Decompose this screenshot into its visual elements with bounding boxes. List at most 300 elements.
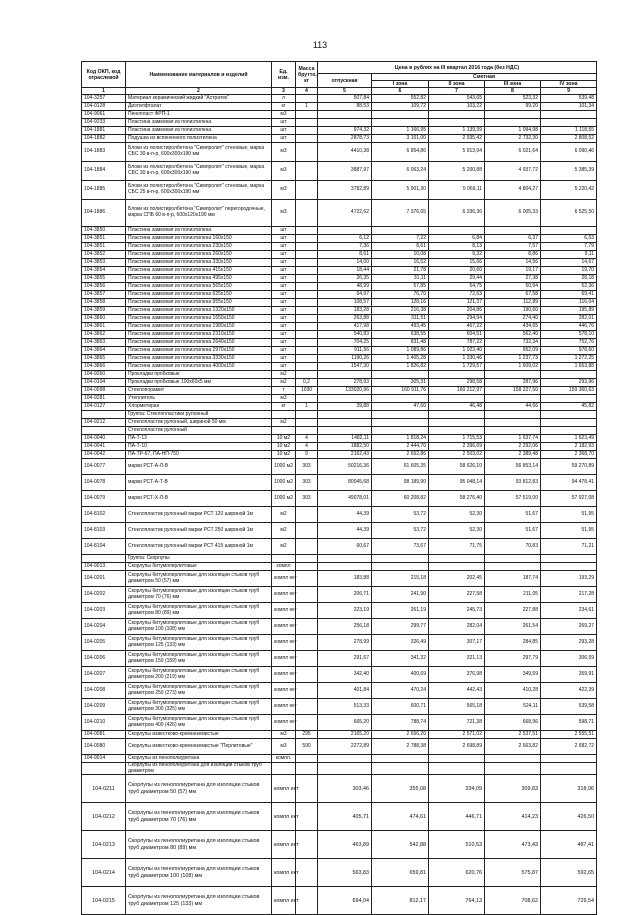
price-zone-2: 6 336,36 <box>429 200 485 227</box>
price-zone-3: 227,88 <box>485 603 541 619</box>
price-zone-1 <box>372 395 429 403</box>
price-zone-3: 158 227,50 <box>485 387 541 395</box>
table-row <box>82 331 597 339</box>
price-release: 463,89 <box>318 831 372 859</box>
price-release: 263,88 <box>318 315 372 323</box>
item-name: Скорлупы из пенополиуретана для изоляции стыков труб диаметром 100 (108) мм <box>126 859 272 887</box>
table-row <box>82 111 597 119</box>
item-code: 104-0104 <box>82 379 126 387</box>
price-zone-1: 299,77 <box>372 619 429 635</box>
price-zone-1: 542,88 <box>372 831 429 859</box>
price-zone-4: 426,50 <box>541 803 597 831</box>
item-code: 104-3851 <box>82 243 126 251</box>
price-release: 256,18 <box>318 619 372 635</box>
price-zone-1: 215,18 <box>372 571 429 587</box>
table-row <box>82 119 597 127</box>
table-row <box>82 95 597 103</box>
price-zone-4 <box>541 419 597 427</box>
item-code: 104-0214 <box>82 859 126 887</box>
price-release: 278,99 <box>318 635 372 651</box>
item-name: Утеплитель <box>126 395 272 403</box>
price-zone-4: 59 270,89 <box>541 459 597 475</box>
price-zone-3: 1 637,74 <box>485 435 541 443</box>
item-code: 104-0127 <box>82 403 126 411</box>
price-zone-2: 5 200,88 <box>429 162 485 181</box>
price-zone-3: 2 292,06 <box>485 443 541 451</box>
price-zone-3: 7,57 <box>485 243 541 251</box>
item-unit: м3 <box>272 181 296 200</box>
item-code: 104-1886 <box>82 200 126 227</box>
item-code: 104-3851 <box>82 235 126 243</box>
price-release: 2162,43 <box>318 451 372 459</box>
item-mass <box>296 571 318 587</box>
item-code: 104-3861 <box>82 323 126 331</box>
price-release: 911,56 <box>318 347 372 355</box>
item-name: Пластина замковая из полиэтилена 495х150 <box>126 275 272 283</box>
price-zone-2 <box>429 111 485 119</box>
item-unit: компл ект <box>272 619 296 635</box>
price-zone-3: 70,83 <box>485 539 541 555</box>
item-unit: компл ект <box>272 775 296 803</box>
price-zone-2: 1 139,39 <box>429 127 485 135</box>
item-name: Пластина замковая из полиэтилена 2640х150 <box>126 339 272 347</box>
price-zone-2: 2 935,42 <box>429 135 485 143</box>
price-zone-4: 6 090,46 <box>541 143 597 162</box>
table-row <box>82 443 597 451</box>
price-release <box>318 563 372 571</box>
price-zone-3: 732,34 <box>485 339 541 347</box>
item-unit: компл. <box>272 755 296 763</box>
table-row <box>82 619 597 635</box>
item-mass <box>296 427 318 435</box>
price-table <box>81 61 597 915</box>
item-name: Пластина замковая из полиэтилена 955х150 <box>126 299 272 307</box>
item-code: 104-9281 <box>82 395 126 403</box>
item-unit: м2 <box>272 507 296 523</box>
table-row <box>82 395 597 403</box>
price-zone-4: 2 682,72 <box>541 739 597 755</box>
price-zone-2: 620,76 <box>429 859 485 887</box>
item-name: Пластина замковая из полиэтилена <box>126 127 272 135</box>
table-row <box>82 275 597 283</box>
item-name: Стеклопластик рулонный марки РСТ 250 шириной 1м <box>126 523 272 539</box>
price-zone-4 <box>541 119 597 127</box>
item-name: Пластина замковая из полиэтилена 330х150 <box>126 259 272 267</box>
price-zone-4: 57 927,08 <box>541 491 597 507</box>
header-zone-4: IV зона <box>541 81 597 88</box>
price-zone-3 <box>485 555 541 563</box>
price-zone-2: 52,30 <box>429 523 485 539</box>
price-zone-4: 217,28 <box>541 587 597 603</box>
item-mass <box>296 635 318 651</box>
price-zone-3: 67,58 <box>485 291 541 299</box>
price-zone-4: 234,61 <box>541 603 597 619</box>
table-row <box>82 887 597 915</box>
price-zone-2 <box>429 427 485 435</box>
item-unit: 1000 м2 <box>272 475 296 491</box>
table-body <box>82 95 597 915</box>
price-release: 974,32 <box>318 127 372 135</box>
price-zone-2: 2 698,89 <box>429 739 485 755</box>
price-release: 1190,26 <box>318 355 372 363</box>
item-name: Скорлупы битумоперлитовые для изоляции стыков труб диаметром 150 (159) мм <box>126 651 272 667</box>
price-zone-1: 659,81 <box>372 859 429 887</box>
item-unit: м3 <box>272 731 296 739</box>
price-release <box>318 763 372 775</box>
price-zone-1: 552,82 <box>372 95 429 103</box>
item-unit: 10 м2 <box>272 435 296 443</box>
item-code: 104-1885 <box>82 181 126 200</box>
item-name: марки РСТ-А-Т-В <box>126 475 272 491</box>
price-zone-2: 245,73 <box>429 603 485 619</box>
item-unit: шт <box>272 275 296 283</box>
price-zone-1: 355,08 <box>372 775 429 803</box>
item-code: 104-0211 <box>82 775 126 803</box>
item-name: Скорлупы из пенополиуретана для изоляции стыков труб диаметром 70 (76) мм <box>126 803 272 831</box>
item-unit: шт <box>272 135 296 143</box>
price-zone-4 <box>541 427 597 435</box>
item-mass <box>296 181 318 200</box>
price-zone-1 <box>372 227 429 235</box>
item-mass <box>296 699 318 715</box>
item-unit <box>272 427 296 435</box>
item-mass: 590 <box>296 739 318 755</box>
item-code: 104-3862 <box>82 331 126 339</box>
item-name: Скорлупы битумоперлитовые <box>126 563 272 571</box>
item-unit: компл ект <box>272 887 296 915</box>
price-zone-3 <box>485 763 541 775</box>
price-zone-2 <box>429 419 485 427</box>
item-name: Прокладки пробковые 100х60х5 мм <box>126 379 272 387</box>
item-code: 104-3866 <box>82 363 126 371</box>
table-row <box>82 235 597 243</box>
item-mass <box>296 683 318 699</box>
item-code: 104-3853 <box>82 259 126 267</box>
item-name: Пластина замковая из полиэтилена 3330х150 <box>126 355 272 363</box>
price-zone-4: 5 385,39 <box>541 162 597 181</box>
table-row <box>82 347 597 355</box>
price-zone-1: 6 063,24 <box>372 162 429 181</box>
price-zone-1: 1 405,28 <box>372 355 429 363</box>
price-release: 108,57 <box>318 299 372 307</box>
price-zone-3 <box>485 411 541 419</box>
item-unit: шт <box>272 363 296 371</box>
item-code: 104-0202 <box>82 587 126 603</box>
price-zone-1: 1 089,86 <box>372 347 429 355</box>
item-unit: шт <box>272 235 296 243</box>
item-name: Диэтилфталат <box>126 103 272 111</box>
item-mass: 303 <box>296 459 318 475</box>
price-release: 401,84 <box>318 683 372 699</box>
item-mass: 295 <box>296 731 318 739</box>
item-code: 104-0201 <box>82 571 126 587</box>
item-code: 104-3865 <box>82 355 126 363</box>
price-zone-4: 282,01 <box>541 315 597 323</box>
item-code: 104-0210 <box>82 715 126 731</box>
item-name: ПА-Т-13 <box>126 435 272 443</box>
price-zone-2: 160 212,97 <box>429 387 485 395</box>
table-row <box>82 181 597 200</box>
price-zone-3: 57 519,00 <box>485 491 541 507</box>
item-name: Скорлупы битумоперлитовые для изоляции стыков труб диаметром 300 (325) мм <box>126 699 272 715</box>
price-zone-4: 52,36 <box>541 283 597 291</box>
table-row <box>82 803 597 831</box>
item-mass <box>296 267 318 275</box>
price-zone-2: 446,71 <box>429 803 485 831</box>
price-zone-2: 282,04 <box>429 619 485 635</box>
item-name: Пластина замковая из полиэтилена 2310х150 <box>126 331 272 339</box>
price-zone-3: 1 094,98 <box>485 127 541 135</box>
price-zone-4: 14,67 <box>541 259 597 267</box>
price-zone-1: 160 911,76 <box>372 387 429 395</box>
item-unit: 10 м2 <box>272 443 296 451</box>
item-code: 104-0215 <box>82 887 126 915</box>
price-zone-3: 668,96 <box>485 715 541 731</box>
price-zone-2: 510,53 <box>429 831 485 859</box>
item-code: 104-9014 <box>82 755 126 763</box>
item-unit: м2 <box>272 419 296 427</box>
price-zone-2: 376,98 <box>429 667 485 683</box>
table-row <box>82 307 597 315</box>
item-name: марки РСТ-А-Л-В <box>126 459 272 475</box>
price-zone-1 <box>372 755 429 763</box>
item-unit: шт <box>272 307 296 315</box>
item-unit: шт <box>272 251 296 259</box>
item-code: 104-1882 <box>82 135 126 143</box>
price-zone-2: 298,58 <box>429 379 485 387</box>
item-name: Хлорметиран <box>126 403 272 411</box>
price-release: 1482,11 <box>318 435 372 443</box>
price-zone-3 <box>485 563 541 571</box>
item-mass <box>296 307 318 315</box>
item-code <box>82 555 126 563</box>
price-zone-1: 326,49 <box>372 635 429 651</box>
price-zone-3: 4 937,72 <box>485 162 541 181</box>
table-row <box>82 435 597 443</box>
item-name: Скорлупы битумоперлитовые для изоляции стыков труб диаметром 50 (57) мм <box>126 571 272 587</box>
price-release: 1882,50 <box>318 443 372 451</box>
price-zone-4: 2 182,93 <box>541 443 597 451</box>
item-mass <box>296 347 318 355</box>
price-zone-2: 29,44 <box>429 275 485 283</box>
item-code: 104-0212 <box>82 803 126 831</box>
price-zone-3: 112,89 <box>485 299 541 307</box>
item-unit: м3 <box>272 111 296 119</box>
price-zone-1: 76,70 <box>372 291 429 299</box>
price-release: 6,12 <box>318 235 372 243</box>
price-release: 14,00 <box>318 259 372 267</box>
column-numbers-row <box>82 88 597 95</box>
item-mass <box>296 715 318 731</box>
column-number: 9 <box>541 88 597 95</box>
price-zone-1: 216,38 <box>372 307 429 315</box>
header-code: Код ОКП, код отраслевой <box>82 62 126 88</box>
item-name: Стеклопластик рулонный, шириной 50 мм <box>126 419 272 427</box>
item-code: 104-3856 <box>82 283 126 291</box>
price-zone-3: 2 732,30 <box>485 135 541 143</box>
price-zone-3: 575,87 <box>485 859 541 887</box>
item-name: Блоки из полистиролбетона "Симпролит" стеновые, марка СБС 30 в-п-р, 600х300х190 мм <box>126 162 272 181</box>
item-mass <box>296 227 318 235</box>
item-code: 104-3860 <box>82 315 126 323</box>
item-code <box>82 427 126 435</box>
item-code: 104-1884 <box>82 162 126 181</box>
price-zone-2: 52,30 <box>429 507 485 523</box>
item-mass <box>296 555 318 563</box>
price-zone-1: 53,72 <box>372 507 429 523</box>
item-unit: шт <box>272 323 296 331</box>
item-unit: м3 <box>272 143 296 162</box>
price-zone-3: 1 237,73 <box>485 355 541 363</box>
price-zone-3: 14,56 <box>485 259 541 267</box>
price-zone-2 <box>429 119 485 127</box>
item-unit: м2 <box>272 371 296 379</box>
price-zone-3: 952,09 <box>485 347 541 355</box>
item-code: 104-1881 <box>82 127 126 135</box>
table-row <box>82 200 597 227</box>
item-code: 104-3257 <box>82 95 126 103</box>
price-zone-1: 61 605,35 <box>372 459 429 475</box>
price-release <box>318 119 372 127</box>
price-zone-1 <box>372 763 429 775</box>
price-zone-2: 307,17 <box>429 635 485 651</box>
price-zone-4: 116,04 <box>541 299 597 307</box>
item-name: Пластина замковая из полиэтилена <box>126 119 272 127</box>
item-unit: м2 <box>272 539 296 555</box>
price-zone-3: 414,23 <box>485 803 541 831</box>
price-zone-4: 2 555,51 <box>541 731 597 739</box>
price-zone-4: 752,76 <box>541 339 597 347</box>
table-row <box>82 403 597 411</box>
price-zone-2: 95 048,14 <box>429 475 485 491</box>
price-zone-2: 202,45 <box>429 571 485 587</box>
table-row <box>82 555 597 563</box>
item-name: Пластина замковая из полиэтилена 565х150 <box>126 283 272 291</box>
price-release: 50216,36 <box>318 459 372 475</box>
item-mass <box>296 563 318 571</box>
item-unit: м3 <box>272 395 296 403</box>
item-name: Прокладки пробковые <box>126 371 272 379</box>
price-release <box>318 427 372 435</box>
price-zone-4 <box>541 563 597 571</box>
price-zone-3: 274,40 <box>485 315 541 323</box>
price-release: 513,33 <box>318 699 372 715</box>
price-zone-2: 58 626,10 <box>429 459 485 475</box>
item-code: 104-0209 <box>82 699 126 715</box>
price-zone-3: 708,62 <box>485 887 541 915</box>
price-zone-2: 1 023,40 <box>429 347 485 355</box>
item-mass <box>296 162 318 181</box>
price-zone-2: 5 069,11 <box>429 181 485 200</box>
price-zone-4: 592,65 <box>541 859 597 887</box>
item-mass <box>296 651 318 667</box>
table-row <box>82 251 597 259</box>
price-zone-2: 15,66 <box>429 259 485 267</box>
item-name: Пластина замковая из полиэтилена 415х150 <box>126 267 272 275</box>
price-zone-4 <box>541 411 597 419</box>
item-name: Скорлупы из пенополиуретана для изоляции стыков труб диаметром <box>126 763 272 775</box>
item-mass <box>296 339 318 347</box>
price-zone-4: 1 272,25 <box>541 355 597 363</box>
price-zone-3: 1 609,02 <box>485 363 541 371</box>
column-number: 3 <box>272 88 296 95</box>
price-zone-1: 10,08 <box>372 251 429 259</box>
item-name: Пластина замковая из полиэтилена 1320х150 <box>126 307 272 315</box>
item-unit: компл ект <box>272 635 296 651</box>
item-mass: 1 <box>296 103 318 111</box>
item-mass <box>296 507 318 523</box>
price-zone-2: 442,43 <box>429 683 485 699</box>
price-release: 342,40 <box>318 667 372 683</box>
item-mass: 9 <box>296 451 318 459</box>
item-mass: 303 <box>296 475 318 491</box>
table-row <box>82 731 597 739</box>
item-name: Стеклопорамит <box>126 387 272 395</box>
price-zone-3: 524,11 <box>485 699 541 715</box>
item-unit: шт <box>272 339 296 347</box>
item-name: Подушка из вспененного полиэтилена <box>126 135 272 143</box>
item-name: Стеклопластик рулонный <box>126 427 272 435</box>
item-name: Скорлупы битумоперлитовые для изоляции стыков труб диаметром 400 (426) мм <box>126 715 272 731</box>
item-mass <box>296 587 318 603</box>
item-mass <box>296 323 318 331</box>
price-zone-2: 294,94 <box>429 315 485 323</box>
header-unit: Ед. изм. <box>272 62 296 88</box>
item-name: Пластина замковая из полиэтилена 625х150 <box>126 291 272 299</box>
price-zone-4: 539,58 <box>541 699 597 715</box>
price-release: 48,99 <box>318 283 372 291</box>
price-release: 80045,68 <box>318 475 372 491</box>
price-zone-4: 487,41 <box>541 831 597 859</box>
price-zone-1: 7,22 <box>372 235 429 243</box>
table-row <box>82 507 597 523</box>
item-mass <box>296 371 318 379</box>
item-mass <box>296 299 318 307</box>
item-name: Скорлупы из пенополиуретана для изоляции стыков труб диаметром 80 (89) мм <box>126 831 272 859</box>
item-mass <box>296 119 318 127</box>
price-release: 291,67 <box>318 651 372 667</box>
item-unit: компл ект <box>272 571 296 587</box>
price-zone-2: 1 715,53 <box>429 435 485 443</box>
price-zone-1: 31,11 <box>372 275 429 283</box>
price-zone-3: 2 537,51 <box>485 731 541 739</box>
column-number: 2 <box>126 88 272 95</box>
table-row <box>82 475 597 491</box>
table-row <box>82 775 597 803</box>
item-unit <box>272 411 296 419</box>
price-zone-1: 400,69 <box>372 667 429 683</box>
price-zone-2 <box>429 755 485 763</box>
table-row <box>82 355 597 363</box>
price-release: 2272,89 <box>318 739 372 755</box>
table-row <box>82 411 597 419</box>
item-unit: шт <box>272 127 296 135</box>
item-mass <box>296 235 318 243</box>
price-zone-2: 20,60 <box>429 267 485 275</box>
price-zone-1 <box>372 419 429 427</box>
item-mass: 1 <box>296 403 318 411</box>
item-code: 104-0041 <box>82 443 126 451</box>
item-name: Пластина замковая из полиэтилена 1650х150 <box>126 315 272 323</box>
item-unit: шт <box>272 315 296 323</box>
price-zone-1: 1 826,82 <box>372 363 429 371</box>
item-code <box>82 763 126 775</box>
item-code: 104-0077 <box>82 459 126 475</box>
price-zone-4: 9,11 <box>541 251 597 259</box>
price-release: 183,28 <box>318 307 372 315</box>
price-zone-1: 109,72 <box>372 103 429 111</box>
price-zone-4: 269,27 <box>541 619 597 635</box>
